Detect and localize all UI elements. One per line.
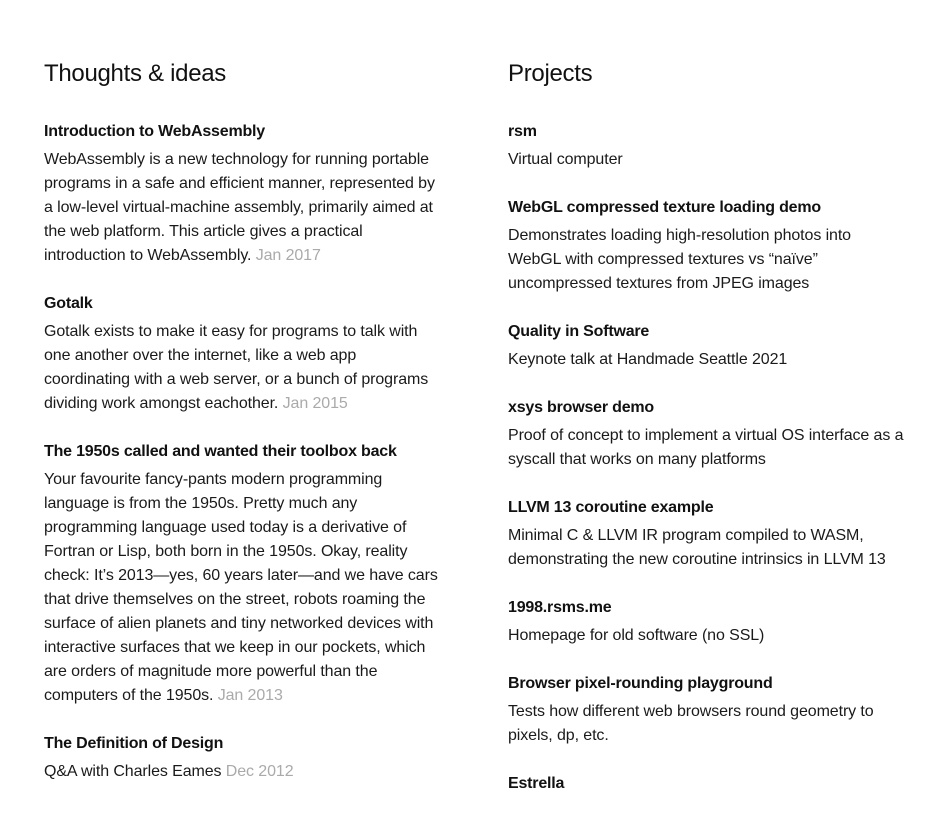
thought-entry xyxy=(44,732,444,784)
summary-text: Your favourite fancy-pants modern programming language is from the 1950s. Pretty much any programming language used today is a derivative of Fortran or Lisp, both born in the 1950s. Okay, reality check: It’s 2013—yes, 60 years later—and we have cars that drive themselves on the street, robots roaming the surface of alien planets and tiny networked devices with interactive surfaces that we keep in our pockets, which are orders of magnitude more powerful than the computers of the 1950s. xyxy=(44,471,438,704)
project-title-link[interactable]: Quality in Software xyxy=(508,323,650,340)
thought-title-link[interactable]: The 1950s called and wanted their toolbox back xyxy=(44,443,397,460)
thought-summary xyxy=(44,760,444,784)
date: Jan 2017 xyxy=(255,247,321,264)
project-description: Homepage for old software (no SSL) xyxy=(508,627,765,644)
project-description: Minimal C & LLVM IR program compiled to WASM, demonstrating the new coroutine intrinsics in LLVM 13 xyxy=(508,527,886,568)
thought-entry xyxy=(44,292,444,416)
thought-title-link[interactable]: Introduction to WebAssembly xyxy=(44,123,265,140)
summary-text: Q&A with Charles Eames xyxy=(44,763,222,780)
thought-entry xyxy=(44,440,444,708)
date: Dec 2012 xyxy=(225,763,294,780)
projects-section xyxy=(508,56,908,820)
project-description: Proof of concept to implement a virtual OS interface as a syscall that works on many platforms xyxy=(508,427,904,468)
project-description: Demonstrates loading high-resolution photos into WebGL with compressed textures vs “naïve” uncompressed textures from JPEG images xyxy=(508,227,851,292)
thought-title-link[interactable]: Gotalk xyxy=(44,295,93,312)
project-description: Keynote talk at Handmade Seattle 2021 xyxy=(508,351,788,368)
project-entry xyxy=(508,320,908,372)
projects-heading: Projects xyxy=(508,60,593,87)
project-entry xyxy=(508,772,908,796)
thoughts-heading: Thoughts & ideas xyxy=(44,60,226,87)
thought-summary xyxy=(44,468,444,708)
project-entry xyxy=(508,596,908,648)
thoughts-list xyxy=(44,120,444,784)
project-entry xyxy=(508,120,908,172)
date: Jan 2013 xyxy=(217,687,283,704)
project-description: Virtual computer xyxy=(508,151,623,168)
project-title-link[interactable]: Browser pixel-rounding playground xyxy=(508,675,773,692)
thought-summary xyxy=(44,148,444,268)
project-title-link[interactable]: rsm xyxy=(508,123,537,140)
project-entry xyxy=(508,496,908,572)
date: Jan 2015 xyxy=(282,395,348,412)
project-title-link[interactable]: xsys browser demo xyxy=(508,399,654,416)
projects-list xyxy=(508,120,908,796)
project-description: Tests how different web browsers round geometry to pixels, dp, etc. xyxy=(508,703,874,744)
summary-text: Gotalk exists to make it easy for programs to talk with one another over the internet, like a web app coordinating with a web server, or a bunch of programs dividing work amongst eachother. xyxy=(44,323,429,412)
project-title-link[interactable]: LLVM 13 coroutine example xyxy=(508,499,714,516)
project-entry xyxy=(508,196,908,296)
thoughts-section xyxy=(44,56,444,808)
thought-title-link[interactable]: The Definition of Design xyxy=(44,735,224,752)
project-title-link[interactable]: Estrella xyxy=(508,775,565,792)
summary-text: WebAssembly is a new technology for running portable programs in a safe and efficient manner, represented by a low-level virtual-machine assembly, primarily aimed at the web platform. This article gives a practical introduction to WebAssembly. xyxy=(44,151,435,264)
project-entry xyxy=(508,672,908,748)
thought-summary xyxy=(44,320,444,416)
thought-entry xyxy=(44,120,444,268)
project-title-link[interactable]: 1998.rsms.me xyxy=(508,599,612,616)
project-entry xyxy=(508,396,908,472)
project-title-link[interactable]: WebGL compressed texture loading demo xyxy=(508,199,821,216)
